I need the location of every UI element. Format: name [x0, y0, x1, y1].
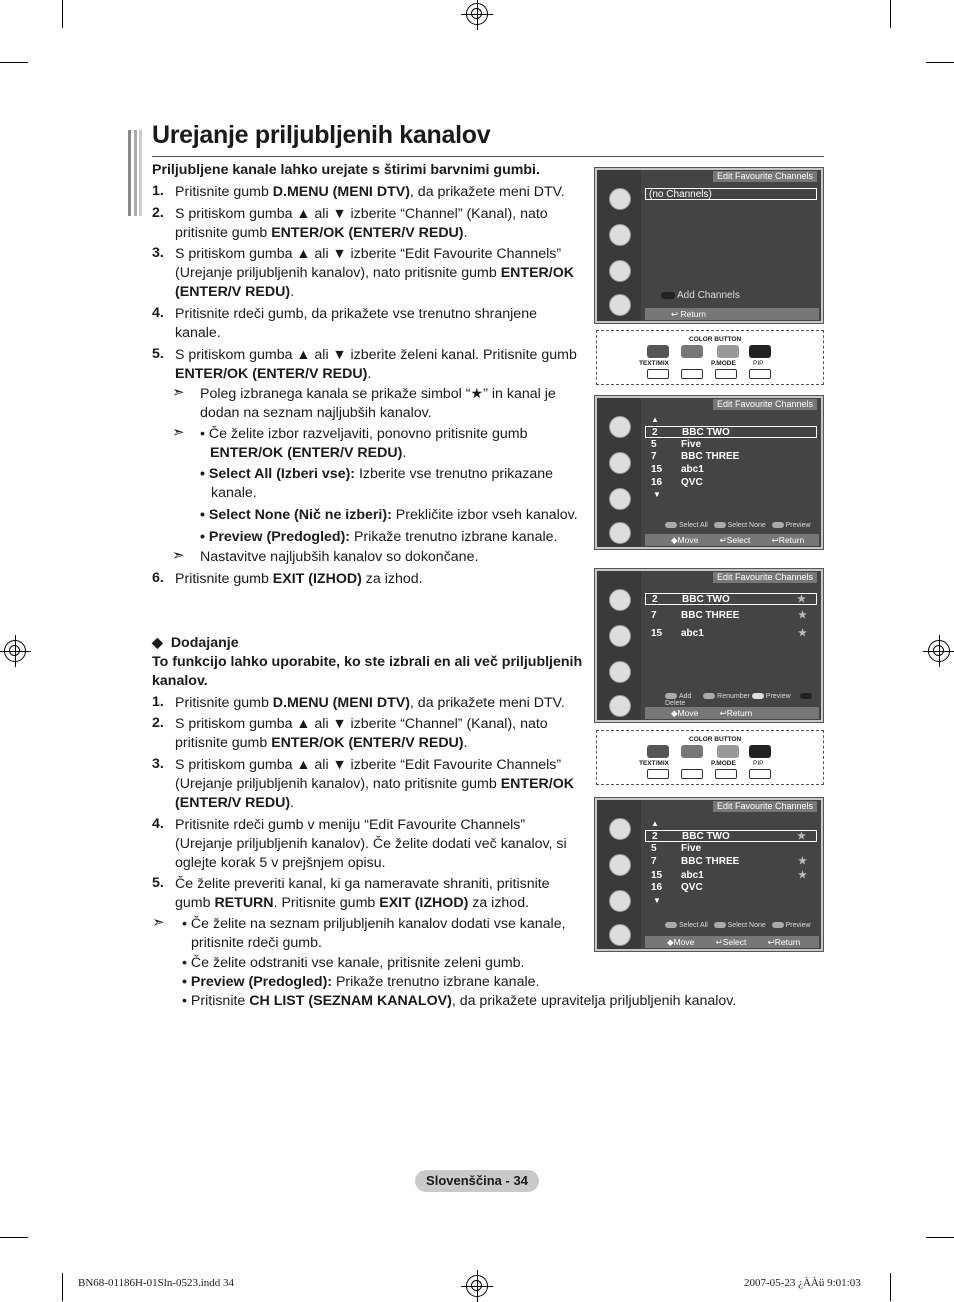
- b-step-1-text: Pritisnite gumb D.MENU (MENI DTV), da prikažete meni DTV.: [175, 695, 565, 711]
- red-button: [647, 745, 669, 758]
- star-icon: ★: [798, 610, 807, 621]
- section-intro: To funkcijo lahko uporabite, ko ste izbrali en ali več priljubljenih kanalov.: [152, 654, 583, 689]
- channel-row: 2 BBC TWO ★: [645, 830, 817, 842]
- channel-row: 16 QVC: [651, 477, 703, 488]
- color-button-label: COLOR BUTTON: [689, 736, 742, 743]
- pip-button: [749, 369, 771, 379]
- tip-1-text: • Če želite na seznam priljubljenih kanalov dodati vse kanale, pritisnite rdeči gumb.: [182, 916, 566, 951]
- step-6-text: Pritisnite gumb EXIT (IZHOD) za izhod.: [175, 571, 423, 587]
- registration-mark-bottom-icon: [466, 1275, 488, 1297]
- button: [681, 369, 703, 379]
- screen-header: Edit Favourite Channels: [713, 399, 817, 410]
- channel-row: 7 BBC THREE ★: [651, 610, 807, 621]
- section-heading: ◆ Dodajanje: [152, 635, 239, 651]
- textmix-button: [647, 769, 669, 779]
- channel-row: 15 abc1: [651, 464, 704, 475]
- pmode-button: [715, 369, 737, 379]
- diamond-bullet-icon: ◆: [152, 635, 163, 651]
- select-all-note: • Select All (Izberi vse): Izberite vse trenutno prikazane kanale.: [200, 466, 553, 501]
- setup-menu-icon: [609, 924, 631, 946]
- channel-menu-icon: [609, 890, 631, 912]
- picture-menu-icon: [609, 188, 631, 210]
- b-step-4-text: Pritisnite rdeči gumb v meniju “Edit Favourite Channels” (Urejanje priljubljenih kanalov). Če želite dodati več kanalov, si oglejte korak 5 v prejšnjem opisu.: [175, 817, 567, 871]
- step-number: 5.: [152, 346, 164, 362]
- star-icon: ★: [798, 870, 807, 881]
- textmix-button: [647, 369, 669, 379]
- step-number: 4.: [152, 305, 164, 321]
- green-button: [681, 345, 703, 358]
- step-number: 4.: [152, 816, 164, 832]
- channel-row: 7 BBC THREE ★: [651, 856, 807, 867]
- screen-header: Edit Favourite Channels: [713, 171, 817, 182]
- note-3-text: Nastavitve najljubših kanalov so dokončane.: [200, 549, 479, 565]
- pmode-label: P.MODE: [711, 760, 736, 767]
- channel-row: 15 abc1 ★: [651, 628, 807, 639]
- screen-footer: ◆Move ↵Select ↩Return: [645, 534, 819, 546]
- tv-screen-add: [594, 797, 824, 952]
- green-button: [681, 745, 703, 758]
- pmode-button: [715, 769, 737, 779]
- star-icon: ★: [797, 831, 806, 842]
- step-number: 5.: [152, 875, 164, 891]
- b-step-5-text: Če želite preveriti kanal, ki ga nameravate shraniti, pritisnite gumb RETURN. Pritisnite gumb EXIT (IZHOD) za izhod.: [175, 876, 550, 911]
- star-icon: ★: [798, 628, 807, 639]
- channel-row: 2 BBC TWO: [645, 426, 817, 438]
- channel-row: 2 BBC TWO ★: [645, 593, 817, 605]
- channel-row: 7 BBC THREE: [651, 451, 740, 462]
- setup-menu-icon: [609, 522, 631, 544]
- preview-note: • Preview (Predogled): Prikaže trenutno izbrane kanale.: [200, 529, 558, 545]
- page-number-badge: Slovenščina - 34: [415, 1170, 539, 1192]
- registration-mark-right-icon: [928, 640, 950, 662]
- channel-row: 16 QVC: [651, 882, 703, 893]
- add-channels-legend: Add Channels: [661, 290, 740, 301]
- channel-menu-icon: [609, 488, 631, 510]
- remote-color-buttons: [596, 730, 824, 785]
- textmix-label: TEXT/MIX: [639, 360, 669, 367]
- tip-4-text: • Pritisnite CH LIST (SEZNAM KANALOV), da prikažete upravitelja priljubljenih kanalov.: [182, 993, 737, 1009]
- channel-menu-icon: [609, 661, 631, 683]
- picture-menu-icon: [609, 818, 631, 840]
- screen-footer: ◆Move ↵Select ↩Return: [645, 936, 819, 948]
- picture-menu-icon: [609, 589, 631, 611]
- setup-menu-icon: [609, 695, 631, 717]
- yellow-button: [717, 345, 739, 358]
- step-5-text: S pritiskom gumba ▲ ali ▼ izberite želeni kanal. Pritisnite gumb ENTER/OK (ENTER/V REDU).: [175, 347, 577, 382]
- b-step-3-text: S pritiskom gumba ▲ ali ▼ izberite “Edit Favourite Channels” (Urejanje priljubljenih kanalov), nato pritisnite gumb ENTER/OK (ENTER/V REDU).: [175, 757, 575, 811]
- screen-header: Edit Favourite Channels: [713, 572, 817, 583]
- registration-mark-left-icon: [4, 640, 26, 662]
- channel-row: 5 Five: [651, 439, 702, 450]
- step-number: 6.: [152, 570, 164, 586]
- yellow-button: [717, 745, 739, 758]
- channel-row: 15 abc1 ★: [651, 870, 807, 881]
- channel-row: (no Channels): [645, 188, 817, 200]
- screen-footer: ↩ Return: [645, 308, 819, 320]
- color-button-label: COLOR BUTTON: [689, 336, 742, 343]
- textmix-label: TEXT/MIX: [639, 760, 669, 767]
- note-arrow-icon: ➣: [172, 547, 185, 564]
- setup-menu-icon: [609, 294, 631, 316]
- remote-color-buttons: [596, 330, 824, 385]
- select-none-note: • Select None (Nič ne izberi): Prekličite izbor vseh kanalov.: [200, 507, 578, 523]
- return-icon: ↩: [671, 309, 679, 319]
- print-timestamp: 2007-05-23 ¿ÀÀü 9:01:03: [744, 1277, 861, 1289]
- star-icon: ★: [797, 594, 806, 605]
- step-number: 1.: [152, 183, 164, 199]
- intro-text: Priljubljene kanale lahko urejate s štirimi barvnimi gumbi.: [152, 162, 540, 178]
- pmode-label: P.MODE: [711, 360, 736, 367]
- button: [681, 769, 703, 779]
- scroll-down-icon: ▼: [653, 896, 661, 905]
- tv-screen-no-channels: [594, 167, 824, 324]
- note-2-text: • Če želite izbor razveljaviti, ponovno pritisnite gumb ENTER/OK (ENTER/V REDU).: [200, 426, 528, 461]
- title-decoration: [128, 130, 142, 216]
- channel-row: 5 Five: [651, 843, 702, 854]
- print-file-name: BN68-01186H-01Sln-0523.indd 34: [78, 1277, 235, 1289]
- scroll-up-icon: ▲: [651, 819, 659, 828]
- red-button: [647, 345, 669, 358]
- tv-screen-select: [594, 395, 824, 550]
- screen-legend: Select All Select None Preview: [665, 522, 811, 529]
- blue-button: [749, 345, 771, 358]
- pip-label: PIP: [753, 360, 764, 367]
- step-number: 2.: [152, 715, 164, 731]
- scroll-down-icon: ▼: [653, 490, 661, 499]
- scroll-up-icon: ▲: [651, 415, 659, 424]
- screen-footer: ◆Move ↩Return: [645, 707, 819, 719]
- tv-screen-favourites: [594, 568, 824, 723]
- step-number: 3.: [152, 245, 164, 261]
- note-arrow-icon: ➣: [172, 424, 185, 441]
- title-divider: [152, 156, 824, 157]
- screen-legend: Select All Select None Preview: [665, 922, 811, 929]
- note-arrow-icon: ➣: [152, 914, 165, 931]
- page-title: Urejanje priljubljenih kanalov: [152, 121, 491, 149]
- step-number: 3.: [152, 756, 164, 772]
- step-2-text: S pritiskom gumba ▲ ali ▼ izberite “Channel” (Kanal), nato pritisnite gumb ENTER/OK (ENTER/V REDU).: [175, 206, 548, 241]
- tip-2-text: • Če želite odstraniti vse kanale, pritisnite zeleni gumb.: [182, 955, 525, 971]
- blue-button: [749, 745, 771, 758]
- sound-menu-icon: [609, 452, 631, 474]
- b-step-2-text: S pritiskom gumba ▲ ali ▼ izberite “Channel” (Kanal), nato pritisnite gumb ENTER/OK (ENTER/V REDU).: [175, 716, 548, 751]
- sound-menu-icon: [609, 625, 631, 647]
- tip-3-text: • Preview (Predogled): Prikaže trenutno izbrane kanale.: [182, 974, 540, 990]
- sound-menu-icon: [609, 224, 631, 246]
- step-1-text: Pritisnite gumb D.MENU (MENI DTV), da prikažete meni DTV.: [175, 184, 565, 200]
- star-icon: ★: [798, 856, 807, 867]
- screen-legend: Add Renumber Preview Delete: [665, 693, 823, 707]
- step-4-text: Pritisnite rdeči gumb, da prikažete vse trenutno shranjene kanale.: [175, 306, 537, 341]
- step-number: 2.: [152, 205, 164, 221]
- step-number: 1.: [152, 694, 164, 710]
- pip-button: [749, 769, 771, 779]
- screen-header: Edit Favourite Channels: [713, 801, 817, 812]
- note-1-text: Poleg izbranega kanala se prikaže simbol “★” in kanal je dodan na seznam najljubših kanalov.: [200, 386, 556, 421]
- pip-label: PIP: [753, 760, 764, 767]
- picture-menu-icon: [609, 416, 631, 438]
- sound-menu-icon: [609, 854, 631, 876]
- registration-mark-top-icon: [466, 3, 488, 25]
- channel-menu-icon: [609, 260, 631, 282]
- step-3-text: S pritiskom gumba ▲ ali ▼ izberite “Edit Favourite Channels” (Urejanje priljubljenih kanalov), nato pritisnite gumb ENTER/OK (ENTER/V REDU).: [175, 246, 575, 300]
- note-arrow-icon: ➣: [172, 384, 185, 401]
